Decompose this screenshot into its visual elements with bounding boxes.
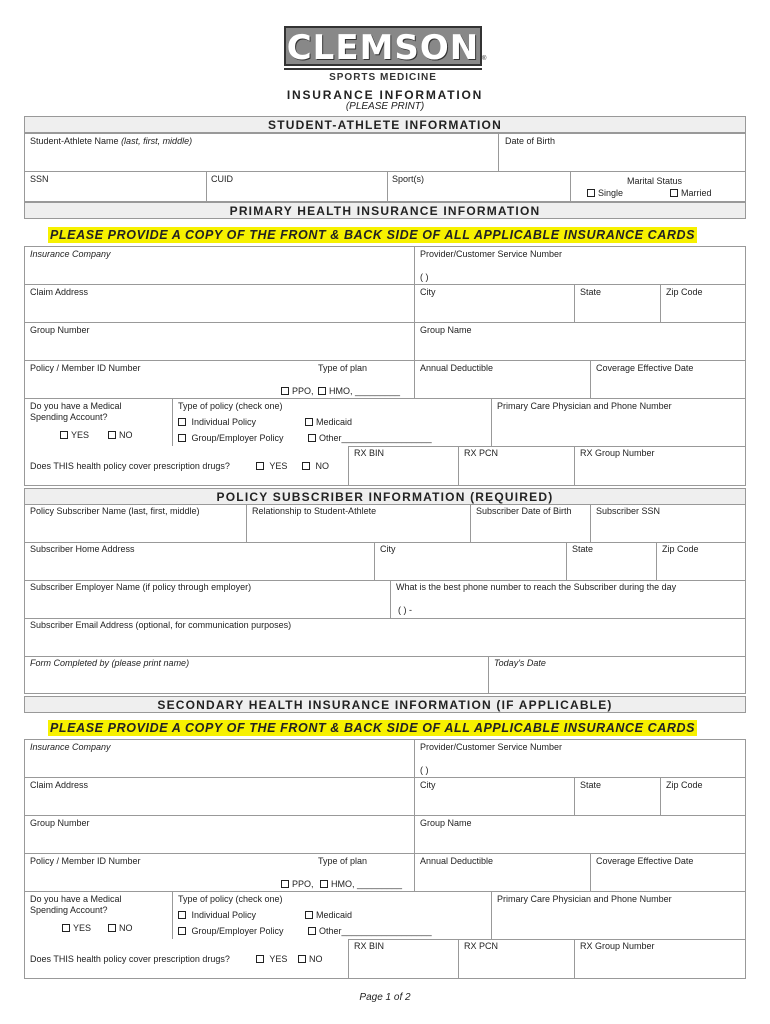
p-provider-label: Provider/Customer Service Number (420, 249, 563, 259)
p-type-plan-label: Type of plan (318, 363, 368, 373)
s-name-label: Policy Subscriber Name (last, first, middle) (30, 506, 200, 516)
p-type-policy-label: Type of policy (check one) (178, 401, 283, 411)
married-checkbox[interactable]: Married (670, 188, 712, 199)
p-group-emp-checkbox[interactable]: Group/Employer Policy (178, 433, 284, 444)
p-rx-no-checkbox[interactable]: NO (302, 461, 329, 472)
p-provider-phone: ( ) (420, 272, 429, 282)
s2-group-name-label: Group Name (420, 818, 472, 828)
s-employer-label: Subscriber Employer Name (if policy through employer) (30, 582, 252, 592)
p-policy-id-label: Policy / Member ID Number (30, 363, 141, 373)
s2-zip-label: Zip Code (666, 780, 703, 790)
s2-group-number-label: Group Number (30, 818, 90, 828)
s2-msa-no-checkbox[interactable]: NO (108, 923, 133, 934)
secondary-notice: PLEASE PROVIDE A COPY OF THE FRONT & BACK SIDE OF ALL APPLICABLE INSURANCE CARDS (50, 721, 696, 735)
s2-rx-bin-label: RX BIN (354, 941, 385, 951)
s2-rx-no-checkbox[interactable]: NO (298, 954, 323, 965)
p-state-label: State (580, 287, 602, 297)
clemson-logo (284, 26, 487, 86)
form-completed-by-label: Form Completed by (please print name) (30, 658, 190, 668)
s-best-phone-label: What is the best phone number to reach the Subscriber during the day (396, 582, 677, 592)
s-city-label: City (380, 544, 396, 554)
p-rx-group-label: RX Group Number (580, 448, 655, 458)
s-relationship-label: Relationship to Student-Athlete (252, 506, 377, 516)
p-msa-label-1: Do you have a Medical (30, 401, 122, 411)
subscriber-section-header: POLICY SUBSCRIBER INFORMATION (REQUIRED) (24, 488, 746, 505)
s2-rx-group-label: RX Group Number (580, 941, 655, 951)
s2-policy-id-label: Policy / Member ID Number (30, 856, 141, 866)
p-other-checkbox[interactable]: Other__________________ (308, 433, 432, 444)
p-claim-label: Claim Address (30, 287, 89, 297)
p-city-label: City (420, 287, 436, 297)
p-insurance-company-label: Insurance Company (30, 249, 111, 259)
student-section-header: STUDENT-ATHLETE INFORMATION (24, 116, 746, 133)
p-hmo-checkbox[interactable]: HMO, _________ (318, 386, 400, 397)
s2-type-policy-label: Type of policy (check one) (178, 894, 283, 904)
logo-wordmark: CLEMSON (284, 26, 482, 66)
s-email-label: Subscriber Email Address (optional, for communication purposes) (30, 620, 292, 630)
s-state-label: State (572, 544, 594, 554)
s2-medicaid-checkbox[interactable]: Medicaid (305, 910, 352, 921)
s2-msa-yes-checkbox[interactable]: YES (62, 923, 91, 934)
s2-claim-label: Claim Address (30, 780, 89, 790)
s2-group-emp-checkbox[interactable]: Group/Employer Policy (178, 926, 284, 937)
s-dob-label: Subscriber Date of Birth (476, 506, 572, 516)
s2-coverage-label: Coverage Effective Date (596, 856, 694, 866)
p-msa-yes-checkbox[interactable]: YES (60, 430, 89, 441)
s-zip-label: Zip Code (662, 544, 699, 554)
s2-state-label: State (580, 780, 602, 790)
s2-other-checkbox[interactable]: Other__________________ (308, 926, 432, 937)
logo-underline (284, 68, 482, 70)
todays-date-label: Today's Date (494, 658, 546, 668)
page-subtitle: (PLEASE PRINT) (345, 101, 425, 112)
logo-tm: ® (482, 56, 487, 62)
p-group-number-label: Group Number (30, 325, 90, 335)
s2-provider-phone: ( ) (420, 765, 429, 775)
student-name-label: Student-Athlete Name (last, first, middle) (30, 136, 193, 146)
secondary-section-header: SECONDARY HEALTH INSURANCE INFORMATION (IF APPLICABLE) (24, 696, 746, 713)
p-msa-label-2: Spending Account? (30, 412, 108, 422)
sport-label: Sport(s) (392, 174, 425, 184)
s2-msa-label-1: Do you have a Medical (30, 894, 122, 904)
s2-msa-label-2: Spending Account? (30, 905, 108, 915)
primary-section-header: PRIMARY HEALTH INSURANCE INFORMATION (24, 202, 746, 219)
marital-status-label: Marital Status (627, 176, 683, 186)
page-title: INSURANCE INFORMATION (286, 88, 484, 102)
logo-subtitle: SPORTS MEDICINE (329, 72, 437, 83)
primary-notice: PLEASE PROVIDE A COPY OF THE FRONT & BACK SIDE OF ALL APPLICABLE INSURANCE CARDS (50, 228, 696, 242)
cuid-label: CUID (211, 174, 233, 184)
p-ppo-checkbox[interactable]: PPO, (281, 386, 314, 397)
s2-ppo-checkbox[interactable]: PPO, (281, 879, 314, 890)
p-zip-label: Zip Code (666, 287, 703, 297)
p-coverage-label: Coverage Effective Date (596, 363, 694, 373)
p-rx-yes-checkbox[interactable]: YES (256, 461, 287, 472)
p-individual-checkbox[interactable]: Individual Policy (178, 417, 256, 428)
p-msa-no-checkbox[interactable]: NO (108, 430, 133, 441)
p-pcp-label: Primary Care Physician and Phone Number (497, 401, 672, 411)
s2-type-plan-label: Type of plan (318, 856, 368, 866)
s2-rx-pcn-label: RX PCN (464, 941, 499, 951)
s2-hmo-checkbox[interactable]: HMO, _________ (320, 879, 402, 890)
p-rx-bin-label: RX BIN (354, 448, 385, 458)
p-rx-pcn-label: RX PCN (464, 448, 499, 458)
p-deductible-label: Annual Deductible (420, 363, 494, 373)
s2-provider-label: Provider/Customer Service Number (420, 742, 563, 752)
dob-label: Date of Birth (505, 136, 556, 146)
p-group-name-label: Group Name (420, 325, 472, 335)
s-ssn-label: Subscriber SSN (596, 506, 661, 516)
s2-individual-checkbox[interactable]: Individual Policy (178, 910, 256, 921)
p-rx-question: Does THIS health policy cover prescription drugs? (30, 461, 230, 471)
single-checkbox[interactable]: Single (587, 188, 623, 199)
s2-city-label: City (420, 780, 436, 790)
page-number: Page 1 of 2 (359, 992, 411, 1003)
s2-insurance-company-label: Insurance Company (30, 742, 111, 752)
s-phone-format: ( ) - (398, 605, 412, 615)
s2-deductible-label: Annual Deductible (420, 856, 494, 866)
p-medicaid-checkbox[interactable]: Medicaid (305, 417, 352, 428)
s-address-label: Subscriber Home Address (30, 544, 135, 554)
s2-rx-yes-checkbox[interactable]: YES (256, 954, 287, 965)
s2-rx-question: Does THIS health policy cover prescription drugs? (30, 954, 230, 964)
ssn-label: SSN (30, 174, 49, 184)
s2-pcp-label: Primary Care Physician and Phone Number (497, 894, 672, 904)
